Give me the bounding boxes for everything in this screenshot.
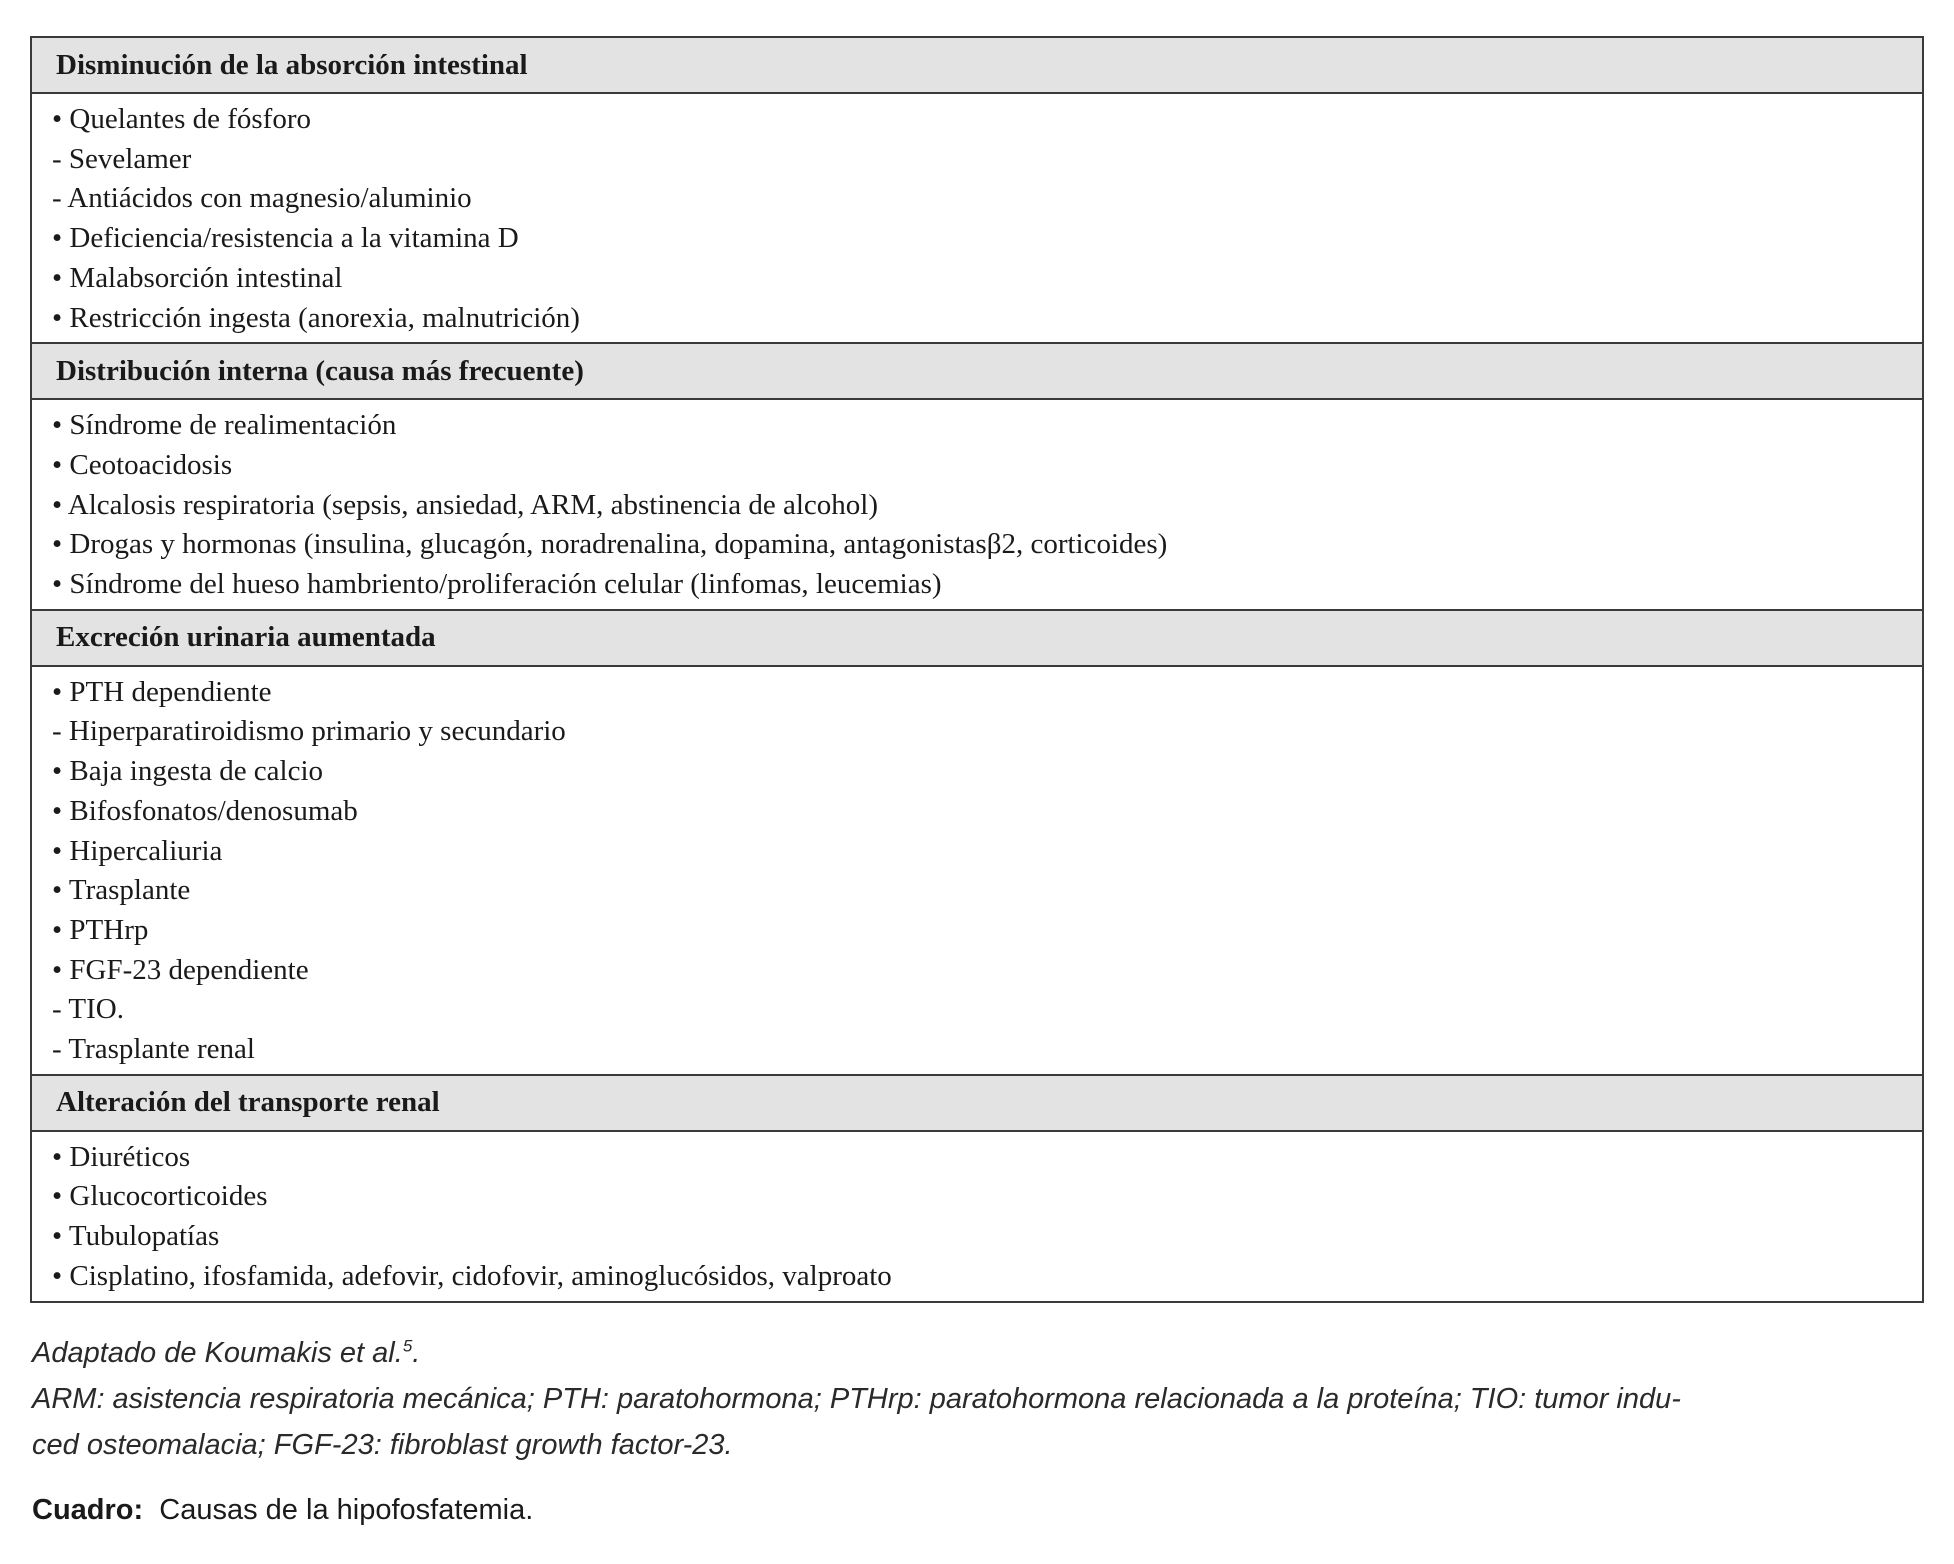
section-header: Alteración del transporte renal xyxy=(32,1076,1922,1132)
section-body xyxy=(32,1132,1922,1301)
section-body xyxy=(32,667,1922,1076)
list-item: • Bifosfonatos/denosumab xyxy=(52,794,358,827)
list-item: • Quelantes de fósforo xyxy=(52,103,311,135)
list-item: • Restricción ingesta (anorexia, malnutrición) xyxy=(52,301,580,334)
causes-table xyxy=(30,36,1924,1303)
list-item: • Trasplante xyxy=(52,874,191,907)
section-body xyxy=(32,94,1922,344)
list-item: • Drogas y hormonas (insulina, glucagón, noradrenalina, dopamina, antagonistasβ2, corticoides) xyxy=(52,528,1168,561)
list-item: • Glucocorticoides xyxy=(52,1180,268,1213)
list-item: • Síndrome del hueso hambriento/proliferación celular (linfomas, leucemias) xyxy=(52,568,942,601)
reference-superscript: 5 xyxy=(402,1336,413,1356)
list-item: • Diuréticos xyxy=(52,1140,191,1173)
list-item: • Malabsorción intestinal xyxy=(52,261,343,294)
section-header: Distribución interna (causa más frecuente) xyxy=(32,344,1922,400)
list-item: • PTHrp xyxy=(52,913,149,946)
table-notes xyxy=(32,1330,1922,1468)
list-item: • FGF-23 dependiente xyxy=(52,953,309,986)
caption-label: Cuadro: xyxy=(32,1494,144,1526)
caption-text: Causas de la hipofosfatemia. xyxy=(159,1494,534,1526)
list-item: • Alcalosis respiratoria (sepsis, ansiedad, ARM, abstinencia de alcohol) xyxy=(52,488,878,521)
source-period: . xyxy=(412,1337,421,1369)
list-item: - Hiperparatiroidismo primario y secundario xyxy=(52,715,566,748)
list-item: • Baja ingesta de calcio xyxy=(52,755,324,788)
source-text: Adaptado de Koumakis et al. xyxy=(32,1337,403,1369)
list-item: • Hipercaliuria xyxy=(52,834,223,867)
list-item: • Ceotoacidosis xyxy=(52,448,233,481)
list-item: • Cisplatino, ifosfamida, adefovir, cidofovir, aminoglucósidos, valproato xyxy=(52,1259,892,1292)
list-item: - Antiácidos con magnesio/aluminio xyxy=(52,182,472,215)
list-item: • Síndrome de realimentación xyxy=(52,409,397,442)
list-item: • Deficiencia/resistencia a la vitamina D xyxy=(52,222,519,255)
section-header: Excreción urinaria aumentada xyxy=(32,611,1922,667)
list-item: • Tubulopatías xyxy=(52,1220,220,1253)
list-item: • PTH dependiente xyxy=(52,675,272,708)
list-item: - Trasplante renal xyxy=(52,1033,255,1066)
section-body xyxy=(32,400,1922,611)
source-note xyxy=(32,1330,1922,1376)
abbreviations-line: ARM: asistencia respiratoria mecánica; PTH: paratohormona; PTHrp: paratohormona relacionada a la proteína; TIO: tumor indu- xyxy=(32,1383,1681,1415)
section-header: Disminución de la absorción intestinal xyxy=(32,38,1922,94)
list-item: - Sevelamer xyxy=(52,142,192,175)
table-caption xyxy=(32,1494,533,1527)
list-item: - TIO. xyxy=(52,993,124,1026)
abbreviations-line: ced osteomalacia; FGF-23: fibroblast growth factor-23. xyxy=(32,1429,733,1461)
